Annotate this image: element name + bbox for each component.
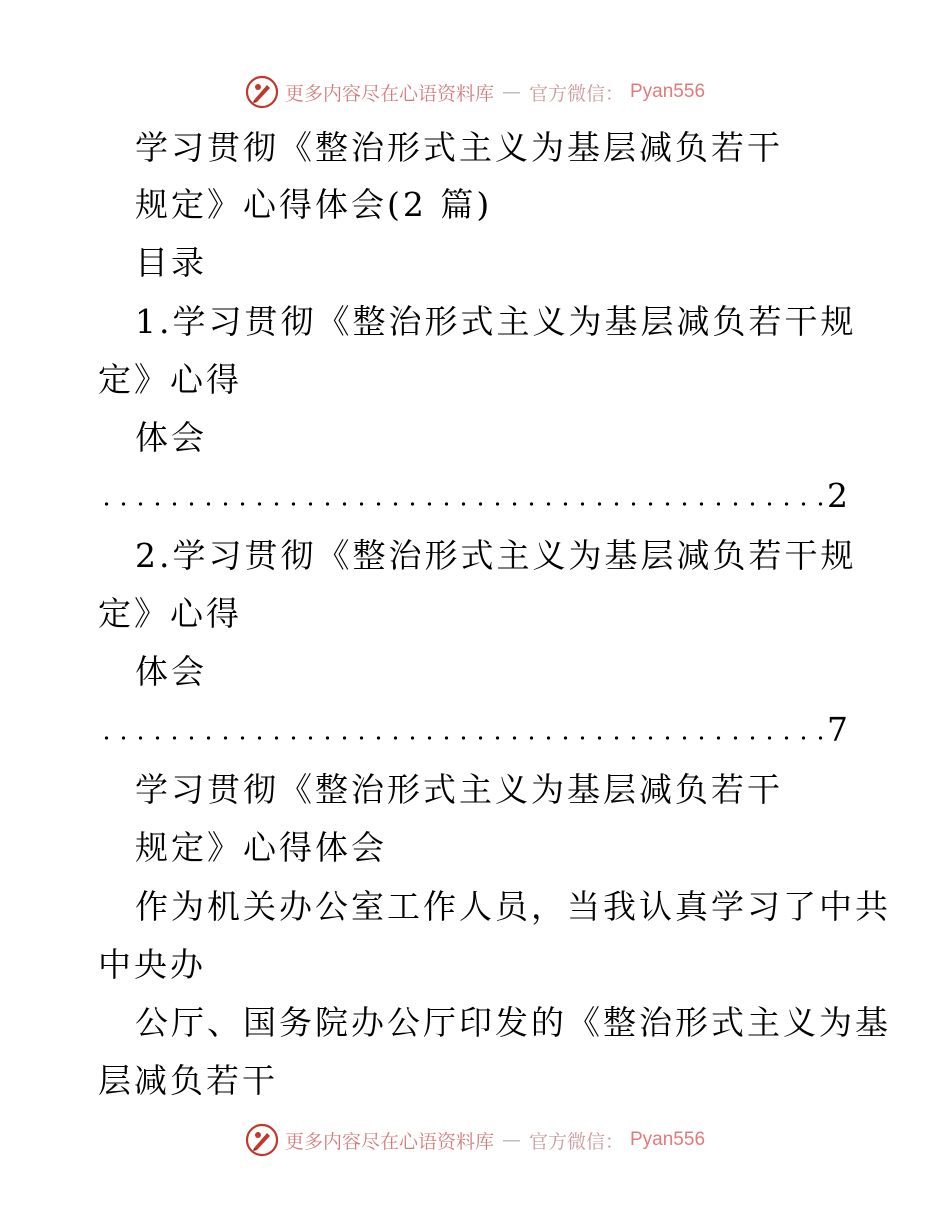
toc-entry-2-line-1: 2.学习贯彻《整治形式主义为基层减负若干规: [135, 536, 857, 575]
toc-dot-leader: [98, 501, 823, 507]
watermark-wechat-id: Pyan556: [630, 81, 706, 102]
document-title-line-2: 规定》心得体会(2 篇): [135, 185, 493, 224]
toc-entry-2-line-2: 定》心得: [98, 594, 242, 633]
toc-entry-2-page: 7: [827, 710, 848, 749]
toc-entry-1-leader: [98, 476, 848, 516]
toc-entry-2-line-3: 体会: [135, 652, 207, 691]
watermark-wechat-label: 官方微信：: [528, 1130, 624, 1153]
toc-dot-leader: [98, 735, 823, 741]
footer-watermark: [0, 1120, 950, 1160]
watermark-wechat-label: 官方微信：: [528, 82, 624, 105]
toc-entry-1-line-1: 1.学习贯彻《整治形式主义为基层减负若干规: [135, 302, 857, 341]
watermark-brand: 更多内容尽在心语资料库: [284, 82, 494, 105]
toc-entry-1-page: 2: [827, 476, 848, 515]
body-line-4: 层减负若干: [98, 1061, 278, 1100]
body-line-3: 公厅、国务院办公厅印发的《整治形式主义为基: [135, 1003, 891, 1042]
toc-heading: 目录: [135, 243, 207, 282]
section-title-line-2: 规定》心得体会: [135, 828, 387, 867]
toc-entry-1-line-3: 体会: [135, 418, 207, 457]
header-watermark: [0, 72, 950, 112]
section-title-line-1: 学习贯彻《整治形式主义为基层减负若干: [135, 770, 783, 809]
body-line-1: 作为机关办公室工作人员，当我认真学习了中共: [135, 887, 891, 926]
pen-logo-icon: [245, 1123, 279, 1157]
toc-entry-1-line-2: 定》心得: [98, 360, 242, 399]
watermark-brand: 更多内容尽在心语资料库: [284, 1130, 494, 1153]
watermark-wechat-id: Pyan556: [630, 1129, 706, 1150]
toc-entry-2-leader: [98, 710, 848, 750]
document-title-line-1: 学习贯彻《整治形式主义为基层减负若干: [135, 128, 783, 167]
watermark-dash: —: [501, 1129, 521, 1151]
watermark-dash: —: [501, 81, 521, 103]
body-line-2: 中央办: [98, 945, 206, 984]
pen-logo-icon: [245, 75, 279, 109]
